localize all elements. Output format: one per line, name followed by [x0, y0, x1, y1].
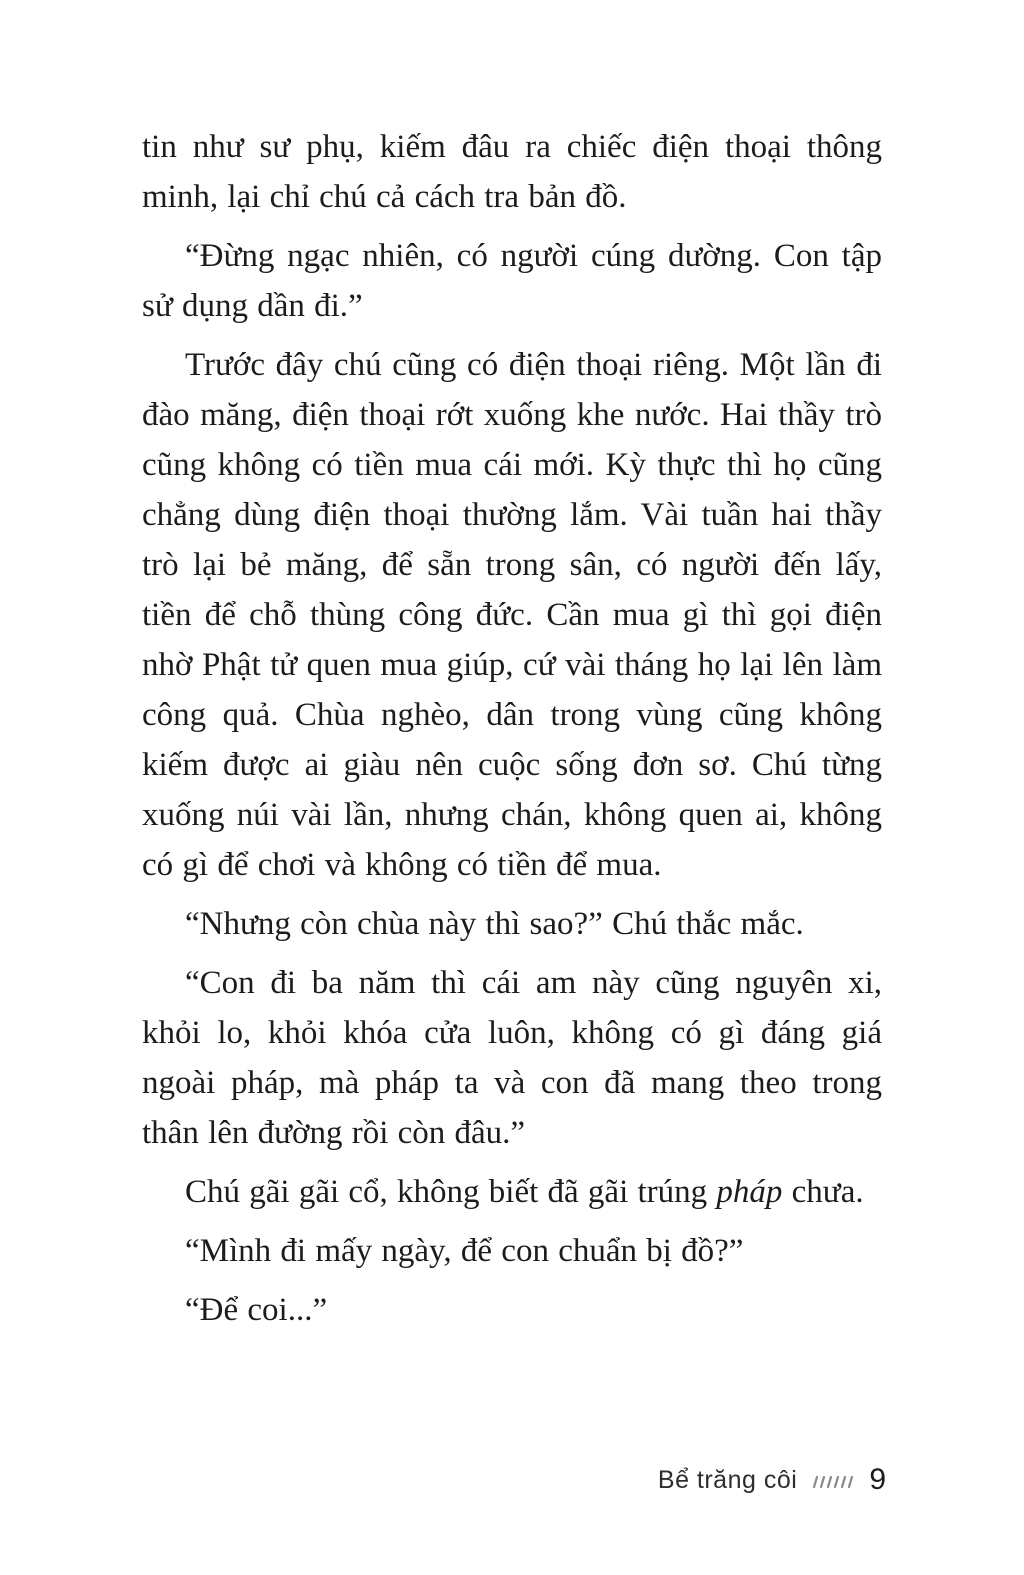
- paragraph: tin như sư phụ, kiếm đâu ra chiếc điện thoại thông minh, lại chỉ chú cả cách tra bản đồ.: [142, 129, 882, 215]
- paragraph: “Đừng ngạc nhiên, có người cúng dường. Con tập sử dụng dần đi.”: [142, 238, 882, 324]
- paragraph: “Mình đi mấy ngày, để con chuẩn bị đồ?”: [185, 1233, 744, 1269]
- page-body: [142, 122, 882, 1344]
- page-number: 9: [869, 1463, 886, 1496]
- paragraph: “Để coi...”: [185, 1292, 328, 1328]
- page-footer: [658, 1460, 886, 1500]
- tick-marks-icon: [813, 1475, 853, 1489]
- paragraph: Trước đây chú cũng có điện thoại riêng. Một lần đi đào măng, điện thoại rớt xuống khe nước. Hai thầy trò cũng không có tiền mua cái mới. Kỳ thực thì họ cũng chẳng dùng điện thoại thường lắm. Vài tuần hai thầy trò lại bẻ măng, để sẵn trong sân, có người đến lấy, tiền để chỗ thùng công đức. Cần mua gì thì gọi điện nhờ Phật tử quen mua giúp, cứ vài tháng họ lại lên làm công quả. Chùa nghèo, dân trong vùng cũng không kiếm được ai giàu nên cuộc sống đơn sơ. Chú từng xuống núi vài lần, nhưng chán, không quen ai, không có gì để chơi và không có tiền để mua.: [142, 347, 882, 883]
- paragraph: Chú gãi gãi cổ, không biết đã gãi trúng pháp chưa.: [185, 1174, 864, 1210]
- paragraph: “Con đi ba năm thì cái am này cũng nguyên xi, khỏi lo, khỏi khóa cửa luôn, không có gì đáng giá ngoài pháp, mà pháp ta và con đã mang theo trong thân lên đường rồi còn đâu.”: [142, 965, 882, 1151]
- emphasized-word: pháp: [716, 1174, 783, 1210]
- paragraph: “Nhưng còn chùa này thì sao?” Chú thắc mắc.: [185, 906, 804, 942]
- footer-book-title: Bể trăng côi: [657, 1465, 798, 1494]
